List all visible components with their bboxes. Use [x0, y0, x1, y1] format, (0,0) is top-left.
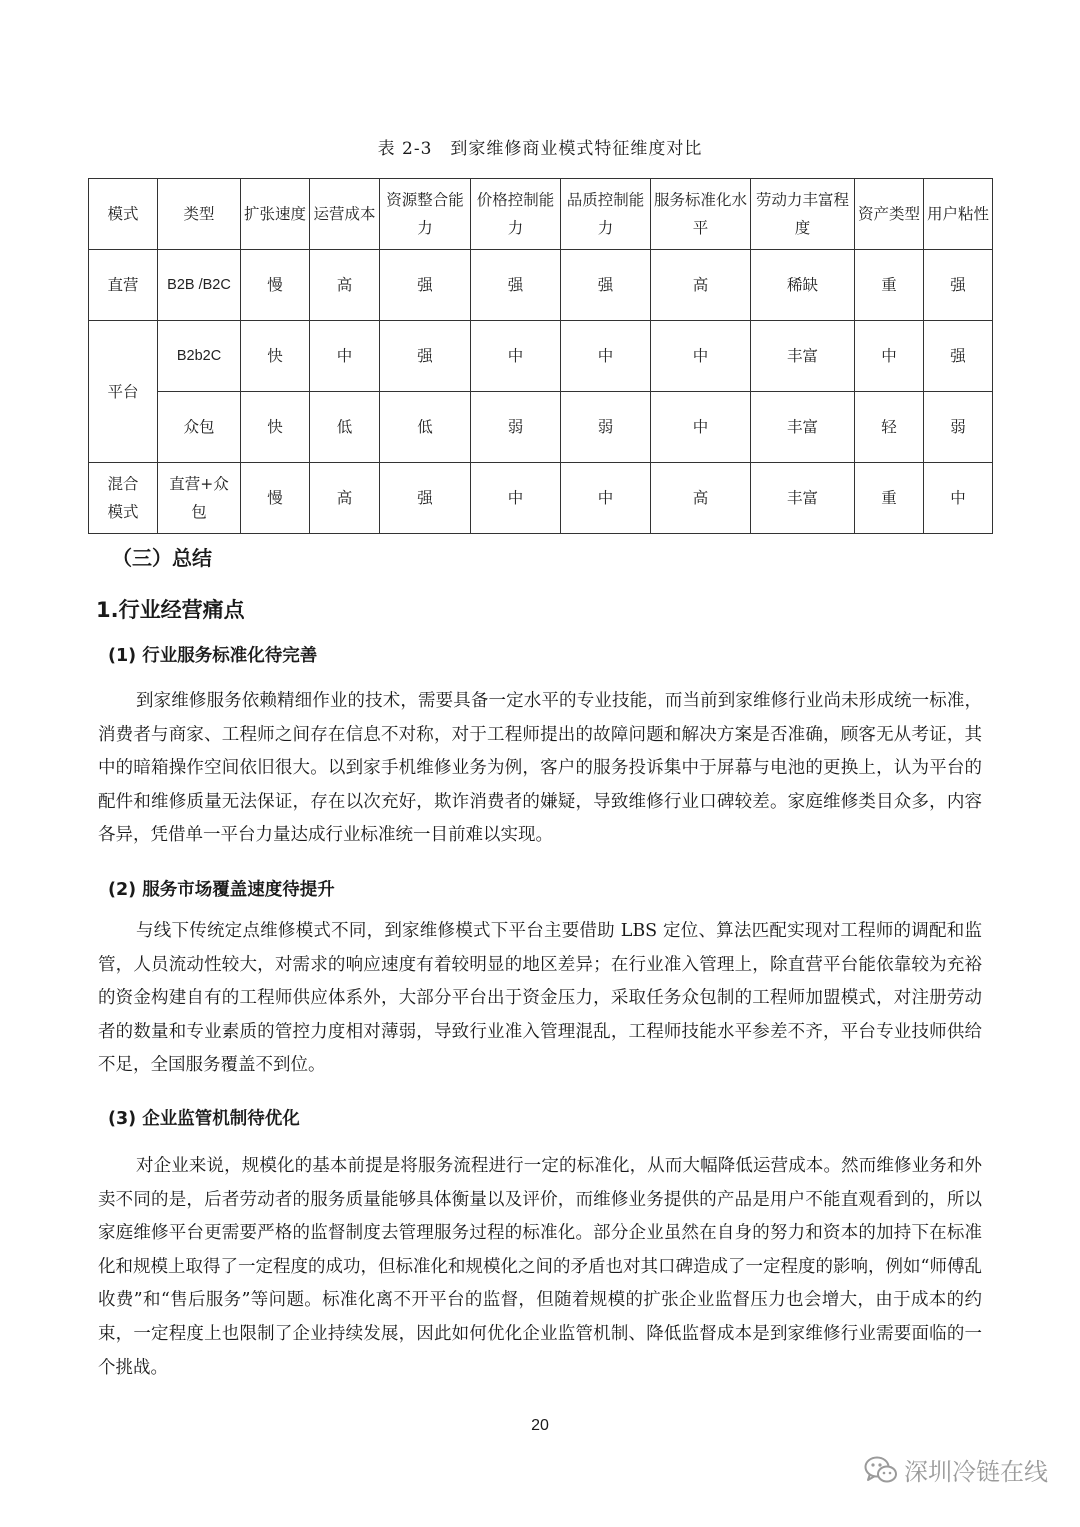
mode-cell: 混合模式	[89, 463, 158, 534]
table-cell: 丰富	[751, 392, 855, 463]
table-cell: 强	[380, 250, 471, 321]
item-heading: (3) 企业监管机制待优化	[108, 1109, 300, 1129]
table-cell: 中	[561, 463, 651, 534]
table-cell: 弱	[471, 392, 561, 463]
body-paragraph: 对企业来说，规模化的基本前提是将服务流程进行一定的标准化，从而大幅降低运营成本。然而维修业务和外卖不同的是，后者劳动者的服务质量能够具体衡量以及评价，而维修业务提供的产品是用户不能直观看到的，所以家庭维修平台更需要严格的监督制度去管理服务过程的标准化。部分企业虽然在自身的努力和资本的加持下在标准化和规模上取得了一定程度的成功，但标准化和规模化之间的矛盾也对其口碑造成了一定程度的影响，例如“师傅乱收费”和“售后服务”等问题。标准化离不开平台的监督，但随着规模的扩张企业监督压力也会增大，由于成本的约束，一定程度上也限制了企业持续发展，因此如何优化企业监管机制、降低监督成本是到家维修行业需要面临的一个挑战。	[98, 1156, 982, 1378]
table-cell: 重	[855, 463, 924, 534]
table-cell: 快	[241, 321, 310, 392]
header-cell: 用户粘性	[924, 179, 993, 250]
watermark-text: 深圳冷链在线	[904, 1458, 1048, 1486]
table-cell: 丰富	[751, 463, 855, 534]
table-cell: 强	[924, 250, 993, 321]
header-cell: 类型	[158, 179, 241, 250]
mode-cell: 平台	[89, 321, 158, 463]
table-cell: 强	[471, 250, 561, 321]
body-paragraph: 与线下传统定点维修模式不同，到家维修模式下平台主要借助 LBS 定位、算法匹配实现对工程师的调配和监管，人员流动性较大，对需求的响应速度有着较明显的地区差异；在行业准入管理上，除直营平台能依靠较为充裕的资金构建自有的工程师供应体系外，大部分平台出于资金压力，采取任务众包制的工程师加盟模式，对注册劳动者的数量和专业素质的管控力度相对薄弱，导致行业准入管理混乱，工程师技能水平参差不齐，平台专业技师供给不足，全国服务覆盖不到位。	[98, 921, 982, 1076]
header-cell: 资产类型	[855, 179, 924, 250]
table-cell: 中	[310, 321, 380, 392]
table-cell: 中	[561, 321, 651, 392]
header-cell: 价格控制能力	[471, 179, 561, 250]
body-paragraph: 到家维修服务依赖精细作业的技术，需要具备一定水平的专业技能，而当前到家维修行业尚未形成统一标准，消费者与商家、工程师之间存在信息不对称，对于工程师提出的故障问题和解决方案是否准确，顾客无从考证，其中的暗箱操作空间依旧很大。以到家手机维修业务为例，客户的服务投诉集中于屏幕与电池的更换上，认为平台的配件和维修质量无法保证，存在以次充好，欺诈消费者的嫌疑，导致维修行业口碑较差。家庭维修类目众多，内容各异，凭借单一平台力量达成行业标准统一目前难以实现。	[98, 691, 982, 846]
table-cell: 低	[310, 392, 380, 463]
item-heading: (2) 服务市场覆盖速度待提升	[108, 880, 335, 900]
item-heading: (1) 行业服务标准化待完善	[108, 646, 318, 666]
header-cell: 资源整合能力	[380, 179, 471, 250]
mode-cell: 直营	[89, 250, 158, 321]
table-cell: 中	[651, 392, 751, 463]
header-cell: 劳动力丰富程度	[751, 179, 855, 250]
table-cell: 快	[241, 392, 310, 463]
header-cell: 服务标准化水平	[651, 179, 751, 250]
table-cell: 强	[561, 250, 651, 321]
watermark	[864, 1452, 1048, 1487]
table-cell: 低	[380, 392, 471, 463]
page-number: 20	[531, 1417, 549, 1434]
header-cell: 模式	[89, 179, 158, 250]
table-row	[89, 321, 993, 392]
table-cell: 强	[380, 321, 471, 392]
table-caption: 表 2-3 到家维修商业模式特征维度对比	[377, 139, 703, 159]
header-cell: 扩张速度	[241, 179, 310, 250]
table-cell: 强	[924, 321, 993, 392]
table-row	[89, 250, 993, 321]
table-cell: 稀缺	[751, 250, 855, 321]
table-row	[89, 392, 993, 463]
table-cell: 高	[651, 463, 751, 534]
header-cell: 品质控制能力	[561, 179, 651, 250]
subsection-heading: 1.行业经营痛点	[96, 598, 245, 622]
type-cell: 直营+众包	[158, 463, 241, 534]
type-cell: B2B /B2C	[158, 250, 241, 321]
table-cell: 高	[310, 250, 380, 321]
table-cell: 高	[651, 250, 751, 321]
table-cell: 高	[310, 463, 380, 534]
table-cell: 中	[924, 463, 993, 534]
table-cell: 中	[471, 463, 561, 534]
type-cell: B2b2C	[158, 321, 241, 392]
table-cell: 中	[651, 321, 751, 392]
header-cell: 运营成本	[310, 179, 380, 250]
table-row	[89, 463, 993, 534]
comparison-table	[88, 178, 993, 534]
table-cell: 重	[855, 250, 924, 321]
section-heading: （三）总结	[112, 546, 212, 570]
table-cell: 轻	[855, 392, 924, 463]
table-cell: 慢	[241, 463, 310, 534]
table-cell: 弱	[561, 392, 651, 463]
table-cell: 弱	[924, 392, 993, 463]
table-cell: 丰富	[751, 321, 855, 392]
table-cell: 慢	[241, 250, 310, 321]
table-cell: 中	[471, 321, 561, 392]
table-cell: 强	[380, 463, 471, 534]
wechat-icon	[864, 1455, 898, 1485]
type-cell: 众包	[158, 392, 241, 463]
table-cell: 中	[855, 321, 924, 392]
table-header-row	[89, 179, 993, 250]
